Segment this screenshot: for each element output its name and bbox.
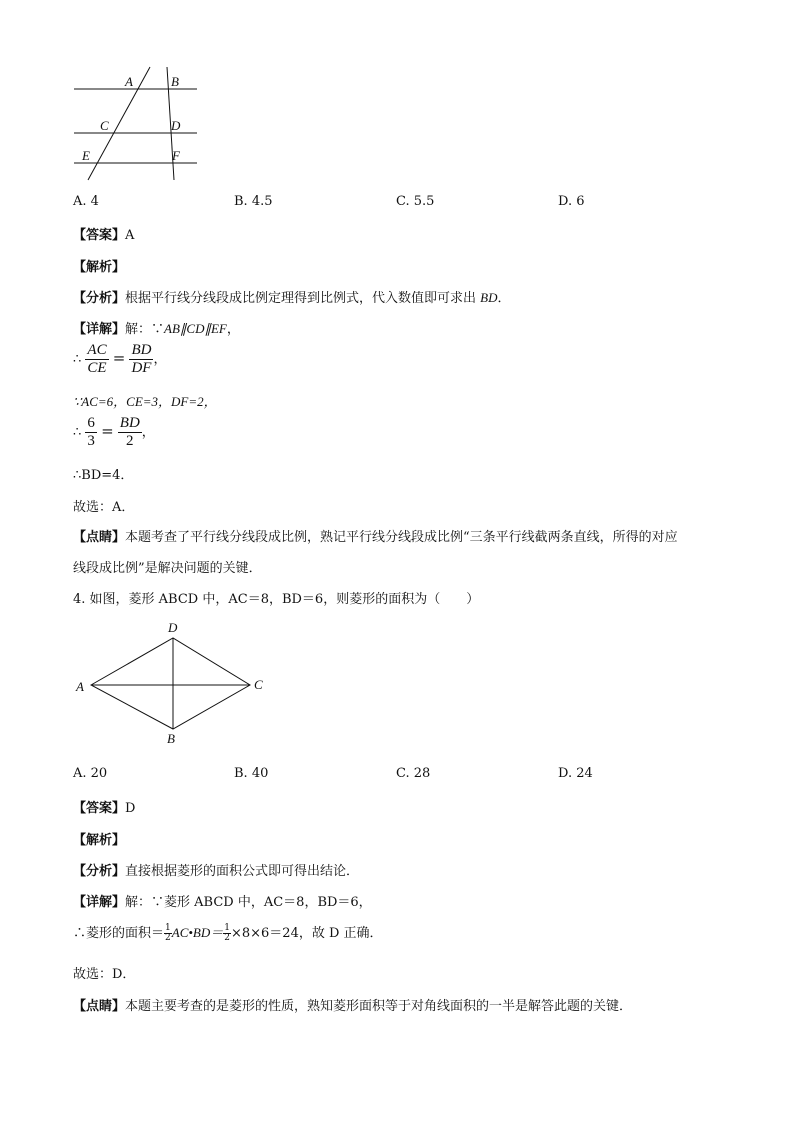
q4-detail-tag: 【详解】 [73,895,126,910]
q4-area-prefix: ∴菱形的面积＝ [73,926,165,941]
q3-detail-text: 解：∵ [125,322,165,337]
q3-explain-tag: 【解析】 [73,260,126,275]
equals-1: = [112,349,126,367]
q4-comment [73,995,632,1014]
q3-result: ∴BD=4． [73,468,134,483]
q4-choose: 故选：D． [73,967,136,982]
q4-answer-tag: 【答案】 [73,801,126,816]
label-a: A [125,74,133,89]
fraction-bd-2: $\frac{BD}{2}$ [119,415,140,449]
q4-analysis [73,860,359,879]
fraction-6-3: $\frac{6}{3}$ [87,415,95,449]
q3-option-c: C. 5.5 [396,194,435,209]
label-c: C [100,118,109,133]
vertex-label-a: A [76,679,84,694]
half-fraction-1: $\frac{1}{2}$ [165,923,171,943]
q3-analysis-text: 根据平行线分线段成比例定理得到比例式，代入数值即可求出 [125,291,481,306]
label-d: D [171,118,181,133]
q4-analysis-text: 直接根据菱形的面积公式即可得出结论． [125,864,360,879]
q3-given: ∵AC=6，CE=3，DF=2， [73,394,217,409]
equals-2: = [101,422,114,440]
q3-comment-text: 本题考查了平行线分线段成比例，熟记平行线分线段成比例“三条平行线截两条直线，所得的对应 [125,530,678,545]
parallel-lines-figure [70,62,205,184]
q3-option-a: A. 4 [73,194,99,209]
q4-detail-text: 解：∵菱形 ABCD 中，AC＝8，BD＝6， [125,895,372,910]
q4-answer [73,797,135,816]
q3-detail-tag: 【详解】 [73,322,126,337]
q4-area-result: ×8×6＝24，故 D 正确． [230,926,383,941]
vertex-label-c: C [254,677,263,692]
q3-analysis-tag: 【分析】 [73,291,126,306]
fraction-bd-df: $\frac{BD}{DF}$ [131,342,152,376]
rhombus-outline [91,638,250,729]
q3-option-d: D. 6 [558,194,585,209]
q4-analysis-tag: 【分析】 [73,864,126,879]
q3-therefore-1: ∴ [73,352,82,367]
q4-option-d: D. 24 [558,766,593,781]
q3-substitution: ∴ $\frac{6}{3}$ = $\frac{BD}{2}$ ， [73,415,155,449]
q4-answer-value: D [125,801,136,816]
q3-answer [73,224,134,243]
q4-comment-text: 本题主要考查的是菱形的性质，熟知菱形面积等于对角线面积的一半是解答此题的关键． [125,999,633,1014]
q4-option-a: A. 20 [73,766,108,781]
q4-question: 4. 如图，菱形 ABCD 中，AC＝8，BD＝6，则菱形的面积为（ ） [73,592,480,607]
q3-comment [73,526,678,545]
q3-explain [73,256,125,275]
q3-comment-cont: 线段成比例”是解决问题的关键． [73,561,262,576]
q3-detail-parallel: AB∥CD∥EF [164,321,227,336]
q3-analysis-end: ． [497,291,511,306]
vertex-label-d: D [168,620,178,635]
q3-answer-value: A [125,228,135,243]
q3-comment-tag: 【点睛】 [73,530,126,545]
label-b: B [171,74,179,89]
q3-analysis [73,287,511,306]
half-fraction-2: $\frac{1}{2}$ [224,923,230,943]
vertex-label-b: B [167,731,175,746]
q4-detail [73,891,372,910]
q4-explain [73,829,125,848]
q3-answer-tag: 【答案】 [73,228,126,243]
q4-area-diagonals: AC•BD＝ [171,925,224,940]
q4-comment-tag: 【点睛】 [73,999,126,1014]
q3-therefore-2: ∴ [73,425,82,440]
label-e: E [82,148,90,163]
q4-explain-tag: 【解析】 [73,833,126,848]
label-f: F [172,148,180,163]
q4-option-b: B. 40 [234,766,269,781]
fraction-ac-ce: $\frac{AC}{CE}$ [87,342,107,376]
rhombus-figure [70,616,270,750]
q4-area [73,922,383,943]
q3-option-b: B. 4.5 [234,194,273,209]
q3-detail [73,318,240,337]
q3-proportion: ∴ $\frac{AC}{CE}$ = $\frac{BD}{DF}$ ， [73,342,167,376]
q3-choose: 故选：A． [73,500,135,515]
q4-option-c: C. 28 [396,766,431,781]
q3-detail-end: ， [226,322,240,337]
q3-analysis-bd: BD [480,290,498,305]
